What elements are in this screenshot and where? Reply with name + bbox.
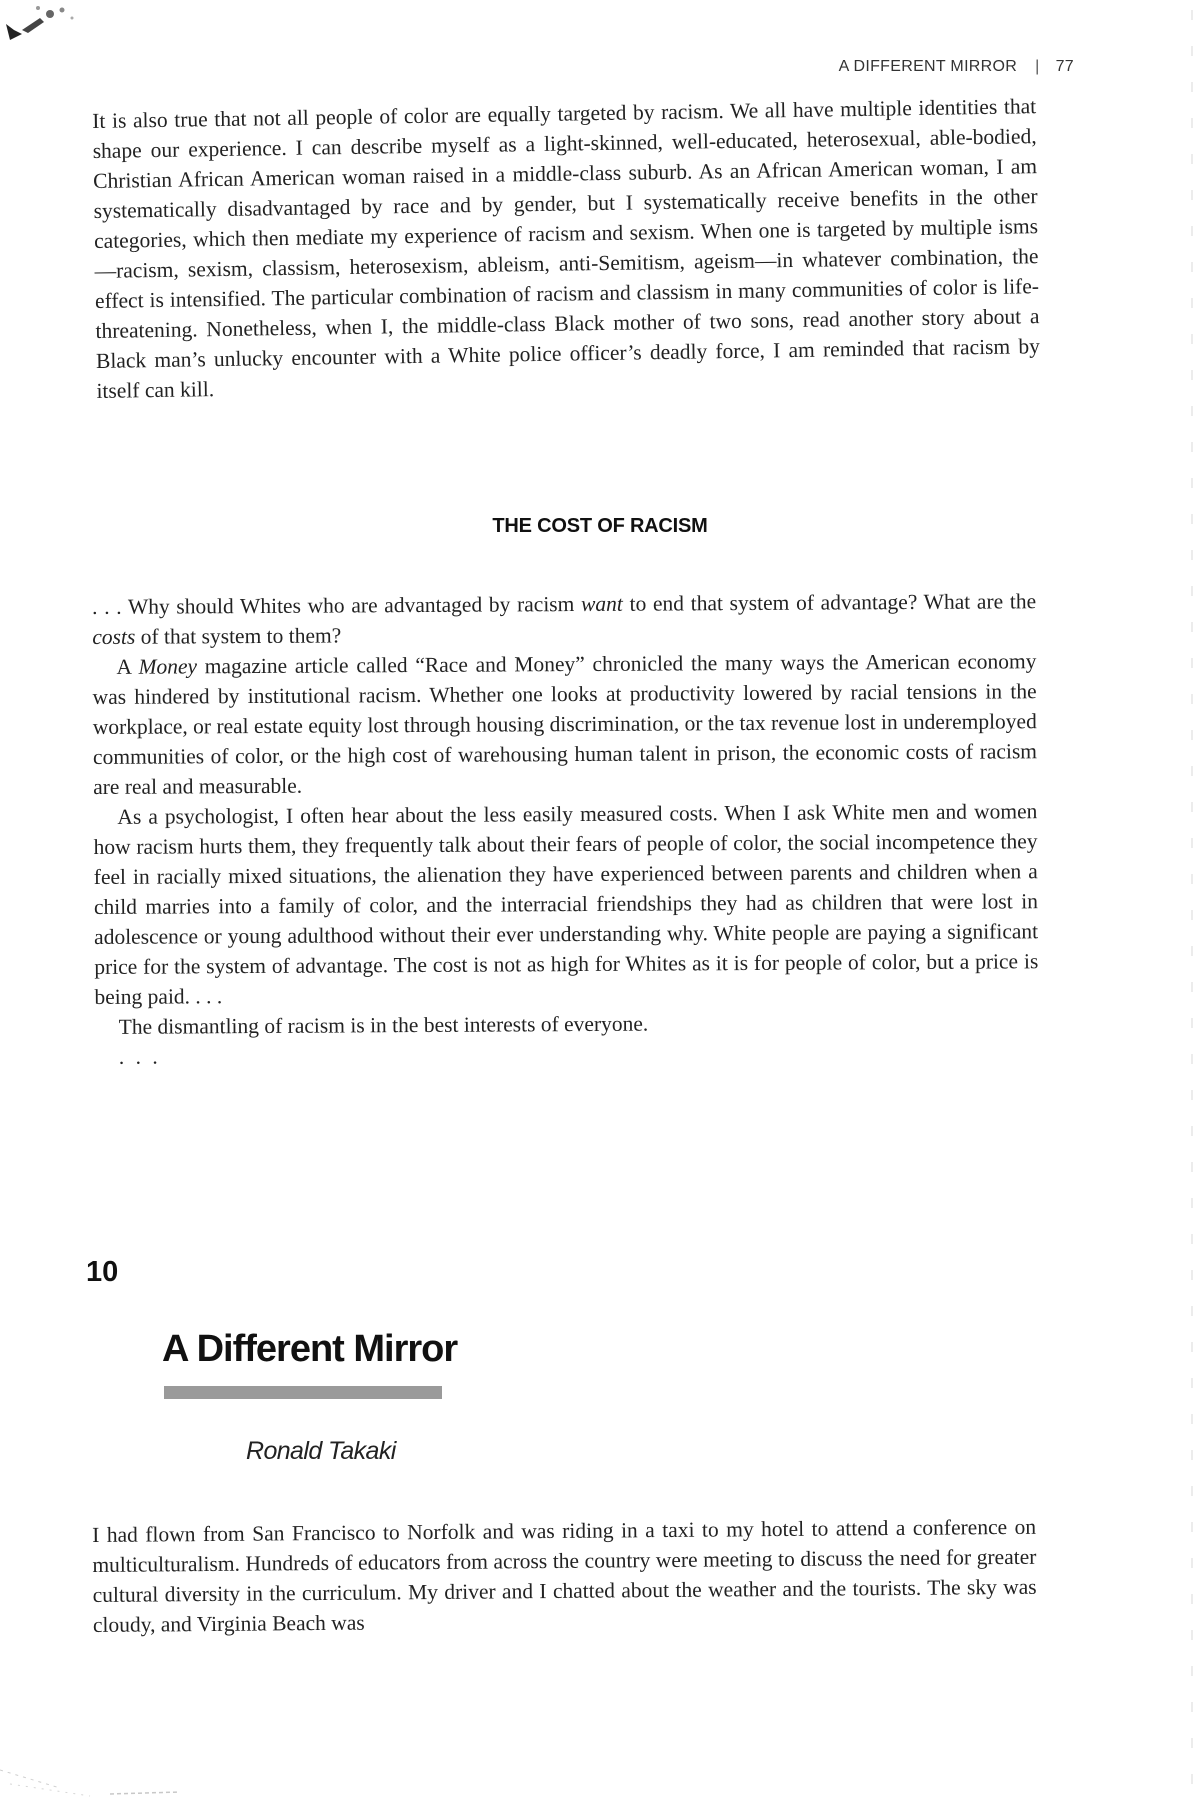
intro-paragraph: It is also true that not all people of color are equally targeted by racism. We all have multiple identities that shape our experience. I can describe myself as a light-skinned, well-educated, heterosexual, able-bodied, Christian African American woman raised in a middle-class suburb. As an African American woman, I am systematically disadvantaged by race and by gender, but I systematically receive benefits in the other categories, which then mediate my experience of racism and sexism. When one is targeted by multiple isms—racism, sexism, classism, heterosexism, ableism, anti-Semitism, ageism—in whatever combination, the effect is intensified. The particular combination of racism and classism in many communities of color is life-threatening. Nonetheless, when I, the middle-class Black mother of two sons, read another story about a Black man’s unlucky encounter with a White police officer’s deadly force, I am reminded that racism by itself can kill. — [92, 94, 1041, 403]
scan-page-edge — [1188, 10, 1196, 1800]
running-title: A DIFFERENT MIRROR — [838, 58, 1018, 75]
running-header — [839, 58, 1074, 76]
chapter-title-rule — [164, 1386, 442, 1399]
cost-p1-text-c: of that system to them? — [135, 623, 342, 649]
header-separator: | — [1035, 58, 1040, 75]
cost-paragraph-1 — [92, 586, 1036, 652]
scan-smudge-bottom — [0, 1760, 190, 1810]
cost-p2-text-a: A — [116, 654, 139, 679]
intro-paragraph-block — [92, 91, 1041, 406]
chapter-title: A Different Mirror — [162, 1328, 458, 1370]
cost-section-body — [92, 586, 1039, 1072]
chapter-number: 10 — [86, 1256, 119, 1288]
cost-p1-emphasis-costs: costs — [92, 624, 136, 649]
cost-p2-text-b: magazine article called “Race and Money” chronicled the many ways the American economy was hindered by institutional racism. Whether one looks at productivity lowered by racial tensions in the workplace, or real estate equity lost through housing discrimination, or the tax revenue lost in underemployed communities of color, or the high cost of warehousing human talent in prison, the economic costs of racism are real and measurable. — [92, 649, 1038, 799]
page-number: 77 — [1055, 58, 1074, 75]
cost-paragraph-4: The dismantling of racism is in the best interests of everyone. — [118, 1011, 649, 1039]
cost-p1-emphasis-want: want — [580, 591, 623, 617]
cost-p1-text-a: . . . Why should Whites who are advantaged by racism — [92, 592, 582, 619]
section-heading: THE COST OF RACISM — [492, 515, 708, 537]
chapter-opening-block — [92, 1512, 1037, 1640]
cost-paragraph-3: As a psychologist, I often hear about the less easily measured costs. When I ask White men and women how racism hurts them, they frequently talk about their fears of people of color, the social incompetence they feel in racially mixed situations, the alienation they have experienced between parents and children when a child marries into a family of color, and the interracial friendships they had as children that were lost in adolescence or young adulthood without their ever understanding why. White people are paying a significant price for the system of advantage. The cost is not as high for Whites as it is for people of color, but a price is being paid. . . . — [93, 799, 1039, 1009]
cost-p2-emphasis-money: Money — [138, 654, 198, 679]
cost-ellipsis: . . . — [118, 1044, 161, 1069]
scan-smudge-top — [0, 0, 90, 55]
chapter-author: Ronald Takaki — [246, 1437, 396, 1465]
cost-p1-text-b: to end that system of advantage? What are the — [622, 589, 1037, 616]
cost-paragraph-2 — [92, 646, 1037, 802]
chapter-opening-paragraph: I had flown from San Francisco to Norfolk and was riding in a taxi to my hotel to attend a conference on multiculturalism. Hundreds of educators from across the country were meeting to discuss the need for greater cultural diversity in the curriculum. My driver and I chatted about the weather and the tourists. The sky was cloudy, and Virginia Beach was — [92, 1514, 1037, 1637]
